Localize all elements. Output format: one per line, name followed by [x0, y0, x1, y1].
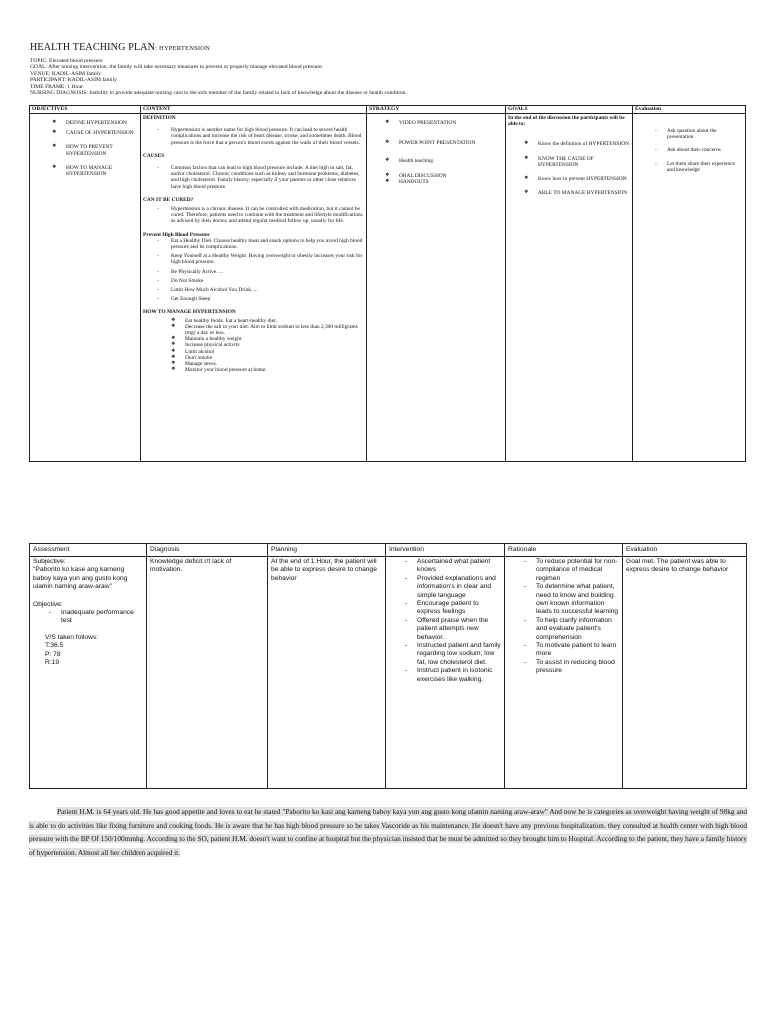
patient-narrative: [29, 805, 747, 859]
col-header-assessment: Assessment: [30, 544, 147, 557]
definition-text: - Hypertension is another name for high blood pressure. It can lead to severe health complications and increase the risk of heart disease, stroke, and sometimes death. Blood pressure is the force that a person's blood exerts against the walls of their blood vessels.: [143, 127, 364, 146]
prevent-item: - Do Not Smoke: [143, 278, 364, 284]
vital-respiration: R:19: [45, 659, 60, 667]
diagnosis-cell: Knowledge deficit r/t lack of motivation.: [147, 557, 268, 789]
care-evaluation-cell: Goal met. The patient was able to express desire to change behavior: [623, 557, 747, 789]
intervention-item: - Instructed patient and family regarding low sodium, low fat, low cholesterol diet.: [389, 642, 501, 667]
page-title: [30, 42, 210, 53]
intervention-item: - Offered praise when the patient attempts new behavior.: [389, 617, 501, 642]
definition-title: DEFINITION: [143, 115, 176, 121]
vital-pulse: P: 78: [45, 650, 61, 658]
nursing-care-plan-table: [29, 543, 747, 789]
strategy-item: ❖ ORAL DISCUSSION: [369, 173, 503, 179]
subjective-label: Subjective:: [33, 558, 66, 565]
causes-text: - Common factors that can lead to high blood pressure include: A diet high in salt, fat, and/or cholesterol. Chronic conditions such as kidney and hormone problems, diabetes, and high cholesterol. Family history, especially if your parents or other close relatives have high blood pressure.: [143, 165, 364, 190]
prevent-title: Prevent High Blood Pressure: [143, 231, 210, 238]
intervention-item: - Ascertained what patient knows: [389, 558, 501, 575]
goal-item: ❖ KNOW THE CAUSE OF HYPERTENSION: [508, 156, 630, 168]
strategy-item: ❖ Health teaching: [369, 158, 503, 164]
col-header-goals: GOALS: [506, 106, 633, 114]
narrative-text: Patient H.M. is 64 years old. He has good appetite and loves to eat he stated "Paborito ko kasi ang karneng baboy kaya yun ang gusto kong ulamin naming araw-araw" And now he is categories as overweight having weight of 98kg and is able to do activities like fixing furniture and cooking foods. He is aware that he has high blood pressure so he takes Vascoride as his maintenance. He doesn't have any previous hospitalization. they consulted at health center with high blood pressure with the BP Of 150/100mmhg. According to the SO, patient H.M. doesn't want to confine at hospital but the physician insisted that he must be admitted so they brought him to Hospital. According to the patient, they have a family history of hypertension. Almost all her children acquired it.: [29, 807, 747, 857]
vitals-label: V/S taken follows:: [45, 633, 99, 641]
evaluation-item: - Ask about their concerns: [635, 147, 743, 153]
rationale-cell: [505, 557, 623, 789]
col-header-objectives: OBJECTIVES: [30, 106, 141, 114]
header-goal: GOAL: After nursing intervention, the family will take necessary measures to prevent or properly manage elevated blood pressure.: [30, 64, 324, 71]
plan-header: [30, 58, 750, 96]
col-header-rationale: Rationale: [505, 544, 623, 557]
objective-item: ❖ HOW TO PREVENT HYPERTENSION: [32, 144, 138, 156]
intervention-item: - Instruct patient in isotonic exercises like walking.: [389, 667, 501, 684]
title-sub: : HYPERTENSION: [155, 45, 211, 52]
prevent-item: - Keep Yourself at a Healthy Weight. Having overweight or obesity increases your risk for high blood pressure.: [143, 253, 364, 265]
objectives-cell: [30, 114, 141, 462]
health-teaching-plan-table: [29, 105, 746, 462]
prevent-item: - Limit How Much Alcohol You Drink. ...: [143, 287, 364, 293]
col-header-planning: Planning: [268, 544, 386, 557]
causes-title: CAUSES: [143, 152, 165, 159]
rationale-item: - To reduce potential for non-compliance of medical regimen: [508, 558, 619, 583]
strategy-item: ❖ POWER POINT PRESENTATION: [369, 140, 503, 146]
prevent-item: - Eat a Healthy Diet. Choose healthy meal and snack options to help you avoid high blood pressure and its complications.: [143, 238, 364, 250]
col-header-care-evaluation: Evaluation: [623, 544, 747, 557]
manage-title: HOW TO MANAGE HYPERTENSION: [143, 309, 236, 316]
manage-item: ❖ Don't smoke: [143, 355, 364, 361]
objective-item: - Inadequate performance test: [33, 609, 143, 626]
evaluation-item: - Ask question about the presentation: [635, 128, 743, 140]
vital-temperature: T:36.5: [45, 642, 64, 650]
col-header-diagnosis: Diagnosis: [147, 544, 268, 557]
manage-item: ❖ Eat healthy foods. Eat a heart-healthy diet.: [143, 318, 364, 324]
evaluation-item: - Let them share their experience and knowledge: [635, 161, 743, 173]
planning-cell: At the end of 1 Hour, the patient will be able to express desire to change behavior: [268, 557, 386, 789]
header-topic: TOPIC: Elevated blood pressure: [30, 58, 103, 64]
col-header-strategy: STRATEGY: [367, 106, 506, 114]
manage-item: ❖ Decrease the salt in your diet. Aim to limit sodium to less than 2,300 milligrams (mg) a day or less.: [143, 324, 364, 336]
intervention-item: - Encourage patient to express feelings: [389, 600, 501, 617]
prevent-item: - Get Enough Sleep: [143, 296, 364, 302]
intervention-item: - Provided explanations and information's in clear and simple language: [389, 575, 501, 600]
goal-item: ❖ Know the definition of HYPERTENSION: [508, 141, 630, 147]
title-main: HEALTH TEACHING PLAN: [30, 42, 156, 53]
header-time-frame: TIME FRAME: 1 Hour: [30, 83, 83, 90]
manage-item: ❖ Limit alcohol: [143, 349, 364, 355]
subjective-quote: "Paborito ko kase ang karneng baboy kaya yun ang gusto kong ulamin naming araw-araw": [33, 566, 128, 591]
strategy-cell: [367, 114, 506, 462]
manage-item: ❖ Manage stress.: [143, 361, 364, 367]
goal-item: ❖ Know how to prevent HYPERTENSION: [508, 176, 630, 182]
rationale-item: - To help clarify information and evaluate patient's comprehension: [508, 617, 619, 642]
assessment-cell: [30, 557, 147, 789]
rationale-item: - To motivate patient to learn more: [508, 642, 619, 659]
col-header-content: CONTENT: [141, 106, 367, 114]
col-header-intervention: Intervention: [386, 544, 505, 557]
manage-item: ❖ Maintain a healthy weight: [143, 336, 364, 342]
header-venue: VENUE: KADIL-ASIM family: [30, 70, 102, 77]
strategy-item: ❖ VIDEO PRESENTATION: [369, 120, 503, 126]
intervention-cell: [386, 557, 505, 789]
strategy-item: ❖ HANDOUTS: [369, 179, 503, 185]
col-header-evaluation: Evaluation: [633, 106, 746, 114]
manage-item: ❖ Increase physical activity: [143, 342, 364, 348]
header-participant: PARTICIPANT: KADIL-ASIM family: [30, 77, 117, 84]
objective-item: ❖ CAUSE OF HYPERTENSION: [32, 130, 138, 136]
manage-item: ❖ Monitor your blood pressure at home.: [143, 367, 364, 373]
goals-heading: In the end of the discussion the participants will be able to:: [508, 115, 625, 128]
rationale-item: - To determine what patient, need to know and building own known information leads to successful learning: [508, 583, 619, 617]
goal-item: ❖ ABLE TO MANAGE HYPERTENSION: [508, 190, 630, 196]
prevent-item: - Be Physically Active. ...: [143, 269, 364, 275]
header-nursing-diagnosis: NURSING DIAGNOSIS: Inability to provide adequate nursing care to the sick member of the family related to lack of knowledge about the disease or health condition.: [30, 90, 407, 97]
objective-item: ❖ DEFINE HYPERTENSION: [32, 120, 138, 126]
content-cell: [141, 114, 367, 462]
cured-text: - Hypertension is a chronic disease. It can be controlled with medication, but it cannot be cured. Therefore, patients need to continue with the treatment and lifestyle modifications as advised by their doctor, and attend regular medical follow up, usually for life.: [143, 206, 364, 225]
goals-cell: [506, 114, 633, 462]
rationale-item: - To assist in reducing blood pressure: [508, 659, 619, 676]
objective-label: Objective:: [33, 600, 63, 608]
cured-title: CAN IT BE CURED?: [143, 196, 194, 203]
objective-item: ❖ HOW TO MANAGE HYPERTENSION: [32, 165, 138, 177]
evaluation-cell: [633, 114, 746, 462]
